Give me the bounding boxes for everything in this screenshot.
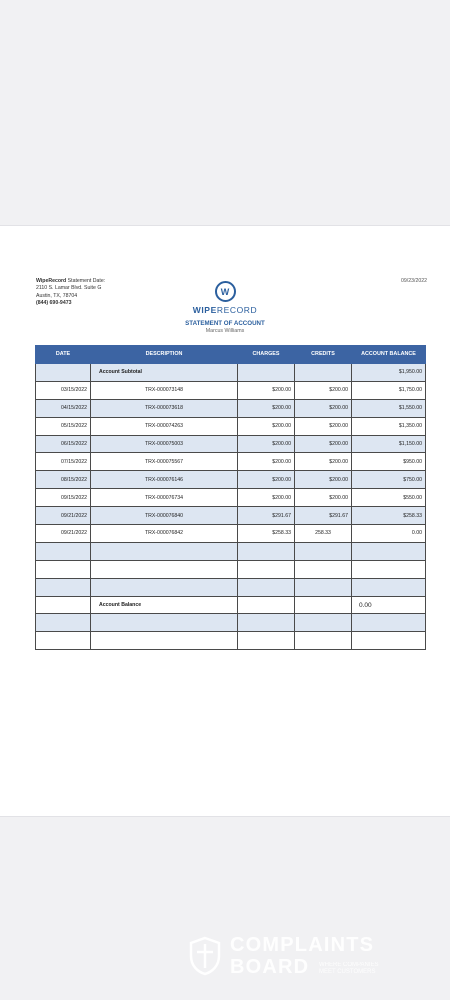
row-date: 09/21/2022	[36, 525, 91, 543]
table-row	[36, 381, 426, 399]
row-description: TRX-000076840	[91, 507, 238, 525]
watermark-tagline-1: WHERE COMPANIES	[319, 962, 379, 968]
header-credits: CREDITS	[295, 346, 352, 364]
row-charges: $291.67	[238, 507, 295, 525]
watermark-tagline-2: MEET CUSTOMERS	[319, 969, 376, 975]
header-account-balance: ACCOUNT BALANCE	[352, 346, 426, 364]
row-charges: $200.00	[238, 381, 295, 399]
row-balance: $1,150.00	[352, 435, 426, 453]
wiperecord-logo	[0, 281, 450, 315]
row-credits: $200.00	[295, 399, 352, 417]
row-date: 08/15/2022	[36, 471, 91, 489]
subtotal-row	[36, 364, 426, 382]
table-row	[36, 525, 426, 543]
row-description: TRX-000076146	[91, 471, 238, 489]
company-address-line2: Austin, TX, 78704	[36, 292, 78, 299]
row-balance: 0.00	[352, 525, 426, 543]
watermark-line2: BOARD	[230, 956, 310, 978]
table-row	[36, 453, 426, 471]
logo-wordmark-a: WIPE	[192, 305, 217, 315]
table-row	[36, 507, 426, 525]
header-description: DESCRIPTION	[91, 346, 238, 364]
empty-row	[36, 632, 426, 650]
shield-icon	[189, 936, 221, 976]
company-name: WipeRecord	[36, 278, 67, 284]
row-description: TRX-000074263	[91, 417, 238, 435]
row-description: TRX-000073618	[91, 399, 238, 417]
row-description: TRX-000073148	[91, 381, 238, 399]
row-balance: $950.00	[352, 453, 426, 471]
row-balance: $550.00	[352, 489, 426, 507]
statement-document	[0, 225, 450, 817]
table-row	[36, 435, 426, 453]
row-charges: $258.33	[238, 525, 295, 543]
row-description: TRX-000075567	[91, 453, 238, 471]
statement-title: STATEMENT OF ACCOUNT	[185, 320, 265, 327]
account-balance-row	[36, 596, 426, 614]
table-row	[36, 471, 426, 489]
row-credits: $291.67	[295, 507, 352, 525]
header-date: DATE	[36, 346, 91, 364]
row-date: 09/15/2022	[36, 489, 91, 507]
row-description: TRX-000076734	[91, 489, 238, 507]
row-charges: $200.00	[238, 399, 295, 417]
row-credits: $200.00	[295, 471, 352, 489]
row-credits: $200.00	[295, 489, 352, 507]
row-date: 04/15/2022	[36, 399, 91, 417]
statement-date-label: Statement Date:	[67, 278, 106, 284]
row-charges: $200.00	[238, 435, 295, 453]
row-credits: $200.00	[295, 381, 352, 399]
row-description: TRX-000076842	[91, 525, 238, 543]
complaintsboard-watermark	[187, 932, 407, 982]
table-header-row	[36, 346, 426, 364]
row-date: 07/15/2022	[36, 453, 91, 471]
table-row	[36, 489, 426, 507]
row-date: 03/15/2022	[36, 381, 91, 399]
account-balance-label: Account Balance	[91, 596, 238, 614]
row-balance: $1,350.00	[352, 417, 426, 435]
row-date: 09/21/2022	[36, 507, 91, 525]
row-charges: $200.00	[238, 453, 295, 471]
logo-wordmark	[0, 305, 450, 315]
statement-date: 09/23/2022	[401, 278, 427, 284]
empty-row	[36, 560, 426, 578]
row-balance: $750.00	[352, 471, 426, 489]
row-balance: $1,550.00	[352, 399, 426, 417]
empty-row	[36, 542, 426, 560]
statement-table	[35, 345, 426, 650]
row-balance: $1,750.00	[352, 381, 426, 399]
empty-row	[36, 614, 426, 632]
row-credits: $200.00	[295, 435, 352, 453]
row-description: TRX-000075003	[91, 435, 238, 453]
row-credits: $200.00	[295, 417, 352, 435]
subtotal-value: $1,950.00	[352, 364, 426, 382]
row-credits: $200.00	[295, 453, 352, 471]
watermark-line1: COMPLAINTS	[230, 934, 375, 956]
account-balance-value: 0.00	[352, 596, 426, 614]
row-date: 05/15/2022	[36, 417, 91, 435]
table-row	[36, 399, 426, 417]
empty-row	[36, 578, 426, 596]
row-date: 06/15/2022	[36, 435, 91, 453]
logo-letter: W	[220, 286, 230, 297]
row-balance: $258.33	[352, 507, 426, 525]
row-credits: 258.33	[295, 525, 352, 543]
subtotal-label: Account Subtotal	[91, 364, 238, 382]
company-phone: (844) 690-9473	[36, 300, 72, 307]
company-address-line1: 2110 S. Lamar Blvd. Suite G	[36, 285, 102, 292]
customer-name: Marcus Williams	[205, 328, 245, 334]
table-row	[36, 417, 426, 435]
row-charges: $200.00	[238, 417, 295, 435]
header-charges: CHARGES	[238, 346, 295, 364]
watermark-tagline	[319, 962, 379, 976]
logo-wordmark-b: RECORD	[216, 305, 258, 315]
row-charges: $200.00	[238, 471, 295, 489]
wiperecord-logo-icon	[215, 281, 236, 302]
row-charges: $200.00	[238, 489, 295, 507]
